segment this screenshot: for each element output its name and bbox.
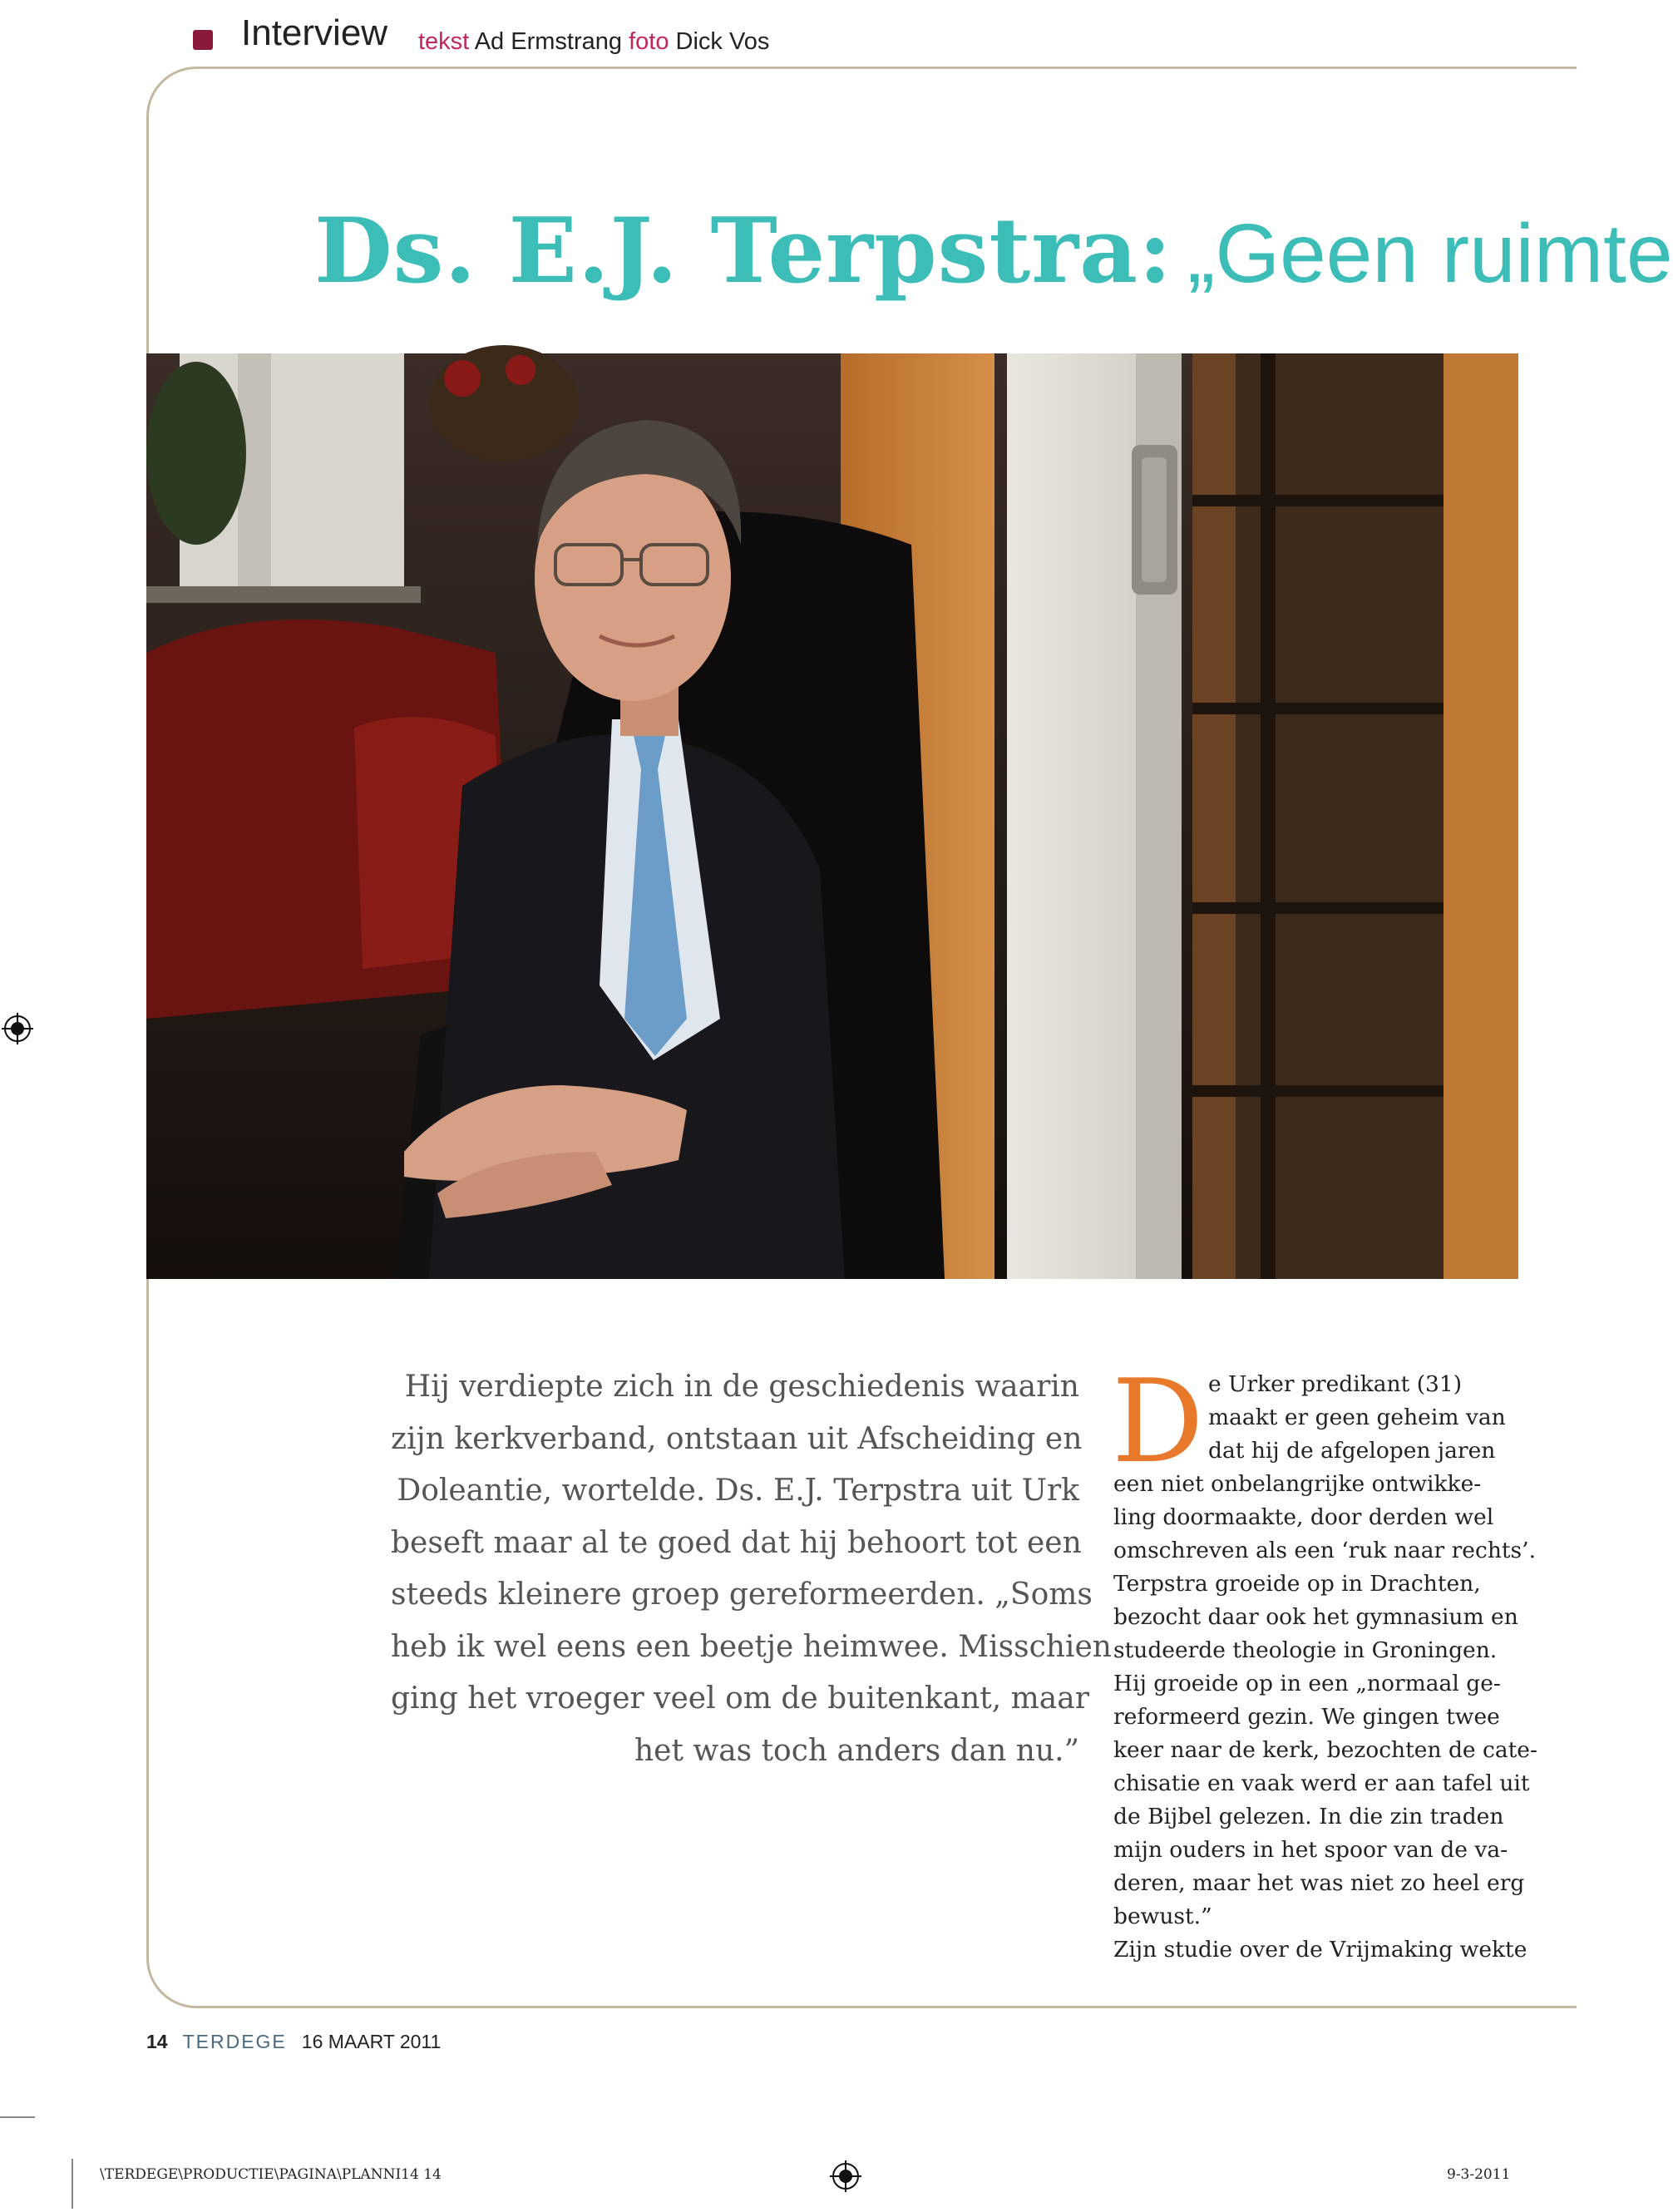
body-line: bewust.” — [1113, 1903, 1212, 1929]
drop-cap: D — [1112, 1355, 1204, 1489]
intro-line: zijn kerkverband, ontstaan uit Afscheiding en — [391, 1421, 1083, 1456]
production-date: 9-3-2011 — [1447, 2166, 1511, 2183]
text-credit-label: tekst — [418, 28, 470, 55]
body-line: maakt er geen geheim van — [1208, 1405, 1506, 1430]
portrait-illustration — [146, 353, 1518, 1279]
body-line: Terpstra groeide op in Drachten, — [1113, 1571, 1481, 1597]
crop-mark — [72, 2159, 73, 2209]
body-line: ling doormaakte, door derden wel — [1113, 1504, 1494, 1530]
crop-mark — [0, 2116, 35, 2118]
issue-date: 16 MAART 2011 — [301, 2031, 442, 2052]
intro-line: beseft maar al te goed dat hij behoort tot een — [391, 1525, 1082, 1560]
intro-paragraph — [391, 1361, 1112, 1777]
body-line: dat hij de afgelopen jaren — [1208, 1438, 1496, 1464]
intro-line: het was toch anders dan nu.” — [634, 1733, 1079, 1768]
body-column — [1112, 1355, 1537, 1967]
portrait-photo — [146, 353, 1518, 1279]
production-slug: \TERDEGE\PRODUCTIE\PAGINA\PLANNI14 14 — [100, 2166, 442, 2183]
registration-mark-icon — [2, 1013, 33, 1044]
registration-mark-icon — [830, 2160, 861, 2192]
photographer-name: Dick Vos — [675, 28, 770, 55]
intro-line: heb ik wel eens een beetje heimwee. Misschien — [391, 1629, 1112, 1664]
page-footer — [146, 2031, 441, 2053]
body-line: bezocht daar ook het gymnasium en — [1113, 1604, 1518, 1630]
article-title — [314, 199, 1673, 304]
title-name: Ds. E.J. Terpstra: — [314, 199, 1173, 304]
body-line: een niet onbelangrijke ontwikke- — [1113, 1471, 1482, 1497]
body-line: Zijn studie over de Vrijmaking wekte — [1113, 1937, 1527, 1963]
body-line: deren, maar het was niet zo heel erg — [1113, 1870, 1525, 1896]
title-quote: „Geen ruimte — [1187, 207, 1673, 300]
body-line: reformeerd gezin. We gingen twee — [1113, 1704, 1500, 1730]
body-line: keer naar de kerk, bezochten de cate- — [1113, 1737, 1537, 1763]
body-line: chisatie en vaak werd er aan tafel uit — [1113, 1770, 1530, 1796]
section-marker — [193, 30, 213, 50]
photo-credit-label: foto — [629, 28, 669, 55]
body-line: e Urker predikant (31) — [1208, 1371, 1463, 1397]
page-number: 14 — [146, 2031, 168, 2052]
body-line: Hij groeide op in een „normaal ge- — [1113, 1671, 1501, 1696]
body-line: mijn ouders in het spoor van de va- — [1113, 1837, 1508, 1863]
body-line: omschreven als een ‘ruk naar rechts’. — [1113, 1538, 1536, 1563]
magazine-name: TERDEGE — [182, 2031, 287, 2052]
body-line: studeerde theologie in Groningen. — [1113, 1637, 1498, 1663]
intro-line: Doleantie, wortelde. Ds. E.J. Terpstra uit Urk — [397, 1474, 1079, 1508]
credits — [418, 30, 769, 54]
author-name: Ad Ermstrang — [474, 28, 623, 55]
section-label: Interview — [241, 12, 388, 53]
intro-line: Hij verdiepte zich in de geschiedenis waarin — [404, 1370, 1079, 1404]
body-line: de Bijbel gelezen. In die zin traden — [1113, 1804, 1504, 1829]
intro-line: steeds kleinere groep gereformeerden. „Soms — [391, 1578, 1093, 1612]
intro-line: ging het vroeger veel om de buitenkant, maar — [391, 1681, 1089, 1716]
